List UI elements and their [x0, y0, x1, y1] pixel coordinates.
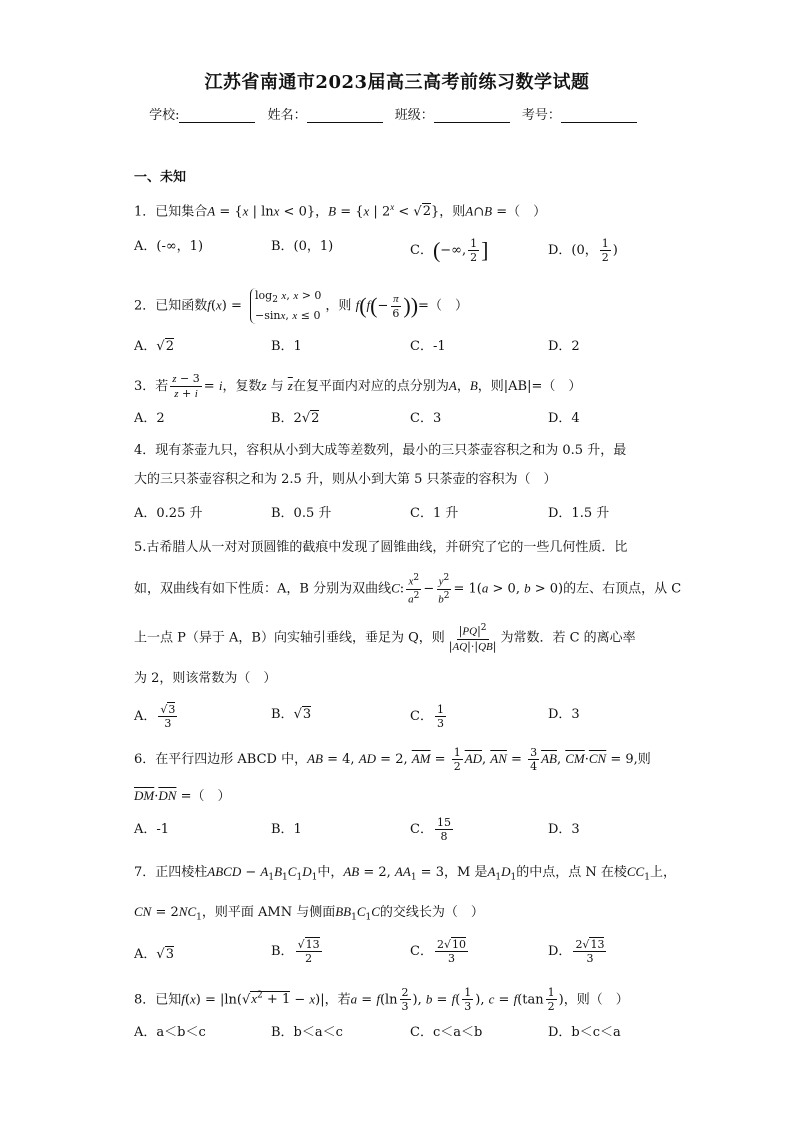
q8-option-a[interactable]: A．a＜b＜c [134, 1025, 206, 1040]
q2-option-a[interactable]: A．√2 [134, 339, 174, 354]
q4-option-c[interactable]: C．1 升 [410, 506, 459, 521]
q1-option-d[interactable]: D．(0， $\frac{1}{2}$ ) [548, 237, 618, 264]
question-3-stem: 3．若 $\frac{z - 3}{z + i}$ = i，复数z 与 $\overline{z}$在复平面内对应的点分别为A，B，则|AB|=（ ） [134, 372, 582, 400]
q1-option-b[interactable]: B．(0，1) [271, 239, 334, 254]
question-6-line-2: $\overline{DM}\cdot\overline{DN}$ =（ ） [134, 788, 231, 804]
question-5-line-1: 5.古希腊人从一对对顶圆锥的截痕中发现了圆锥曲线，并研究了它的一些几何性质．比 [134, 540, 628, 555]
class-blank[interactable] [434, 110, 510, 123]
q4-option-d[interactable]: D．1.5 升 [548, 506, 610, 521]
school-label: 学校: [149, 108, 180, 123]
q5-option-c[interactable]: C． $\frac{1}{3}$ [410, 703, 444, 730]
q3-option-d[interactable]: D．4 [548, 411, 580, 426]
q4-option-a[interactable]: A．0.25 升 [134, 506, 203, 521]
question-7-line-2: CN = $2NC_1$，则平面 AMN 与侧面$BB_1C_1C$的交线长为（ ） [134, 904, 484, 923]
section-heading: 一、未知 [134, 170, 187, 185]
q5-option-d[interactable]: D．3 [548, 707, 580, 722]
q2-option-c[interactable]: C．-1 [410, 339, 446, 354]
q8-option-b[interactable]: B．b＜a＜c [271, 1025, 343, 1040]
question-4-line-1: 4．现有茶壶九只，容积从小到大成等差数列，最小的三只茶壶容积之和为 0.5 升，最 [134, 443, 627, 458]
q7-option-b[interactable]: B． $\frac{√13}{2}$ [271, 938, 320, 965]
q4-option-b[interactable]: B．0.5 升 [271, 506, 332, 521]
question-7-line-1: 7．正四棱柱ABCD − $A_1B_1C_1D_1$中，AB = 2, $AA_1 = 3$，M 是$A_1D_1$的中点，点 N 在棱$CC_1$上， [134, 864, 676, 883]
question-5-line-2: 如，双曲线有如下性质：A，B 分别为双曲线C: $\frac{x^2}{a^2}$ − $\frac{y^2}{b^2}$ = 1(a > 0, b > 0)的左、右顶点，从 C [134, 573, 682, 606]
q2-option-b[interactable]: B．1 [271, 339, 302, 354]
q8-option-d[interactable]: D．b＜c＜a [548, 1025, 621, 1040]
q2-option-d[interactable]: D．2 [548, 339, 580, 354]
exam-no-label: 考号： [521, 108, 561, 123]
q3-option-b[interactable]: B．2√2 [271, 411, 320, 426]
question-2-stem: 2．已知函数$f(x) = \log_2 x$, x > 0 −sinx, x ≤ 0，则 f(f(− $\frac{\pi}{6}$ ))=（ ） [134, 289, 468, 323]
q7-option-d[interactable]: D． $\frac{2√13}{3}$ [548, 938, 605, 965]
q1-option-c[interactable]: C．(−∞, $\frac{1}{2}$ ] [410, 237, 489, 264]
question-5-line-3: 上一点 P（异于 A，B）向实轴引垂线，垂足为 Q，则 $\frac{|PQ|^2}{|AQ|\cdot|QB|}$ 为常数．若 C 的离心率 [134, 623, 636, 653]
q5-option-b[interactable]: B．√3 [271, 707, 312, 722]
q7-option-c[interactable]: C． $\frac{2√10}{3}$ [410, 938, 466, 965]
q6-option-b[interactable]: B．1 [271, 822, 302, 837]
q3-option-a[interactable]: A．2 [134, 411, 165, 426]
q5-option-a[interactable]: A． $\frac{√3}{3}$ [134, 703, 176, 730]
student-info-line [0, 104, 794, 123]
q6-option-a[interactable]: A．-1 [134, 822, 170, 837]
name-label: 姓名： [267, 108, 307, 123]
question-6-line-1: 6．在平行四边形 ABCD 中，AB = 4, AD = 2, $\overline{AM}$ = $\frac{1}{2}$ $\overline{AD}$, $\overline{AN}$ = $\frac{3}{4}$ $\overline{AB}$, $\overline{CM}\cdot\overline{CN} = 9$,则 [134, 746, 651, 773]
exam-no-blank[interactable] [561, 110, 637, 123]
question-1-stem: 1．已知集合A = {x | lnx < 0}，B = {x | $2^x < √2$}，则A∩B =（ ） [134, 202, 547, 220]
name-blank[interactable] [307, 110, 383, 123]
q8-option-c[interactable]: C．c＜a＜b [410, 1025, 483, 1040]
q6-option-d[interactable]: D．3 [548, 822, 580, 837]
class-label: 班级： [394, 108, 434, 123]
q1-option-a[interactable]: A．(-∞，1) [134, 239, 204, 254]
page-title: 江苏省南通市2023届高三高考前练习数学试题 [204, 72, 590, 93]
q7-option-a[interactable]: A．√3 [134, 947, 174, 962]
school-blank[interactable] [179, 110, 255, 123]
question-5-line-4: 为 2，则该常数为（ ） [134, 671, 277, 686]
q3-option-c[interactable]: C．3 [410, 411, 442, 426]
question-4-line-2: 大的三只茶壶容积之和为 2.5 升，则从小到大第 5 只茶壶的容积为（ ） [134, 472, 557, 487]
question-8-stem: 8．已知$f(x) = |\ln(√x^2 + 1 - x)|$，若a = f(ln $\frac{2}{3}$ ), b = f( $\frac{1}{3}$ ), c = f(tan $\frac{1}{2}$ )，则（ ） [134, 986, 629, 1014]
q6-option-c[interactable]: C． $\frac{15}{8}$ [410, 816, 451, 843]
